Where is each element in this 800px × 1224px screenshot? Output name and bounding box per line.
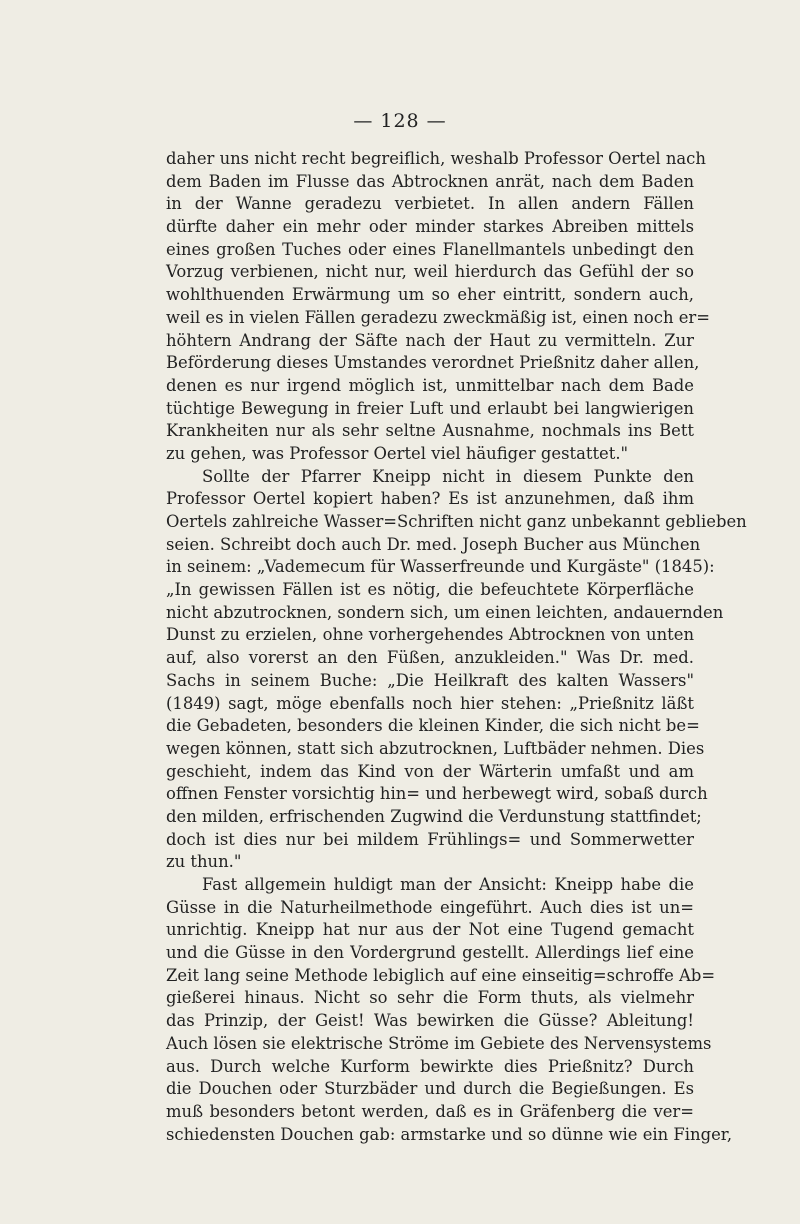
text-line: tüchtige Bewegung in freier Luft und erlaubt bei langwierigen [166, 398, 694, 418]
text-line: Beförderung dieses Umstandes verordnet Prießnitz daher allen, [166, 353, 700, 373]
text-line: weil es in vielen Fällen geradezu zweckmäßig ist, einen noch er= [166, 307, 710, 327]
text-line: geschieht, indem das Kind von der Wärterin umfaßt und am [166, 761, 694, 781]
text-line: Sollte der Pfarrer Kneipp nicht in diesem Punkte den [202, 466, 694, 486]
text-line: muß besonders betont werden, daß es in Gräfenberg die ver= [166, 1101, 694, 1121]
text-line: Professor Oertel kopiert haben? Es ist anzunehmen, daß ihm [166, 489, 694, 509]
text-line: aus. Durch welche Kurform bewirkte dies Prießnitz? Durch [166, 1056, 694, 1076]
text-line: unrichtig. Kneipp hat nur aus der Not eine Tugend gemacht [166, 920, 694, 940]
text-line: seien. Schreibt doch auch Dr. med. Joseph Bucher aus München [166, 534, 701, 554]
text-line: das Prinzip, der Geist! Was bewirken die Güsse? Ableitung! [166, 1011, 694, 1031]
text-line: eines großen Tuches oder eines Flanellmantels unbedingt den [166, 239, 694, 259]
text-line: denen es nur irgend möglich ist, unmittelbar nach dem Bade [166, 375, 694, 395]
text-line: in seinem: „Vademecum für Wasserfreunde und Kurgäste" (1845): [166, 557, 715, 577]
text-line: „In gewissen Fällen ist es nötig, die befeuchtete Körperfläche [166, 580, 694, 600]
page-number: — 128 — [353, 110, 447, 132]
text-line: Fast allgemein huldigt man der Ansicht: Kneipp habe die [202, 875, 694, 894]
text-line: gießerei hinaus. Nicht so sehr die Form thuts, als vielmehr [166, 988, 694, 1008]
text-line: den milden, erfrischenden Zugwind die Verdunstung stattfindet; [166, 806, 702, 826]
text-line: dem Baden im Flusse das Abtrocknen anrät, nach dem Baden [166, 171, 694, 191]
text-line: Vorzug verbienen, nicht nur, weil hierdurch das Gefühl der so [166, 262, 694, 282]
text-line: Auch lösen sie elektrische Ströme im Gebiete des Nervensystems [166, 1033, 712, 1053]
text-line: auf, also vorerst an den Füßen, anzukleiden." Was Dr. med. [166, 648, 694, 668]
text-line: Zeit lang seine Methode lebiglich auf eine einseitig=schroffe Ab= [166, 965, 716, 985]
text-line: nicht abzutrocknen, sondern sich, um einen leichten, andauernden [166, 602, 724, 622]
text-line: doch ist dies nur bei mildem Frühlings= und Sommerwetter [166, 829, 694, 849]
text-line: in der Wanne geradezu verbietet. In allen andern Fällen [166, 194, 694, 214]
text-line: offnen Fenster vorsichtig hin= und herbewegt wird, sobaß durch [166, 784, 708, 804]
text-line: dürfte daher ein mehr oder minder starkes Abreiben mittels [166, 217, 694, 237]
body-text [166, 148, 747, 1146]
text-line: Oertels zahlreiche Wasser=Schriften nicht ganz unbekannt geblieben [166, 512, 747, 531]
text-line: die Douchen oder Sturzbäder und durch die Begießungen. Es [166, 1079, 694, 1099]
text-line: wegen können, statt sich abzutrocknen, Luftbäder nehmen. Dies [166, 738, 705, 758]
text-line: zu thun." [166, 852, 242, 872]
text-line: Krankheiten nur als sehr seltne Ausnahme, nochmals ins Bett [166, 421, 694, 441]
text-line: die Gebadeten, besonders die kleinen Kinder, die sich nicht be= [166, 716, 700, 736]
text-line: Sachs in seinem Buche: „Die Heilkraft des kalten Wassers" [166, 670, 694, 690]
text-line: (1849) sagt, möge ebenfalls noch hier stehen: „Prießnitz läßt [166, 693, 694, 713]
text-line: wohlthuenden Erwärmung um so eher eintritt, sondern auch, [166, 285, 694, 305]
text-line: Güsse in die Naturheilmethode eingeführt. Auch dies ist un= [166, 897, 694, 917]
text-line: schiedensten Douchen gab: armstarke und so dünne wie ein Finger, [166, 1124, 733, 1144]
text-line: zu gehen, was Professor Oertel viel häufiger gestattet." [166, 443, 629, 463]
text-line: höhtern Andrang der Säfte nach der Haut zu vermitteln. Zur [166, 330, 694, 350]
text-line: und die Güsse in den Vordergrund gestellt. Allerdings lief eine [166, 943, 694, 963]
text-line: Dunst zu erzielen, ohne vorhergehendes Abtrocknen von unten [166, 625, 694, 645]
text-line: daher uns nicht recht begreiflich, weshalb Professor Oertel nach [166, 149, 706, 168]
